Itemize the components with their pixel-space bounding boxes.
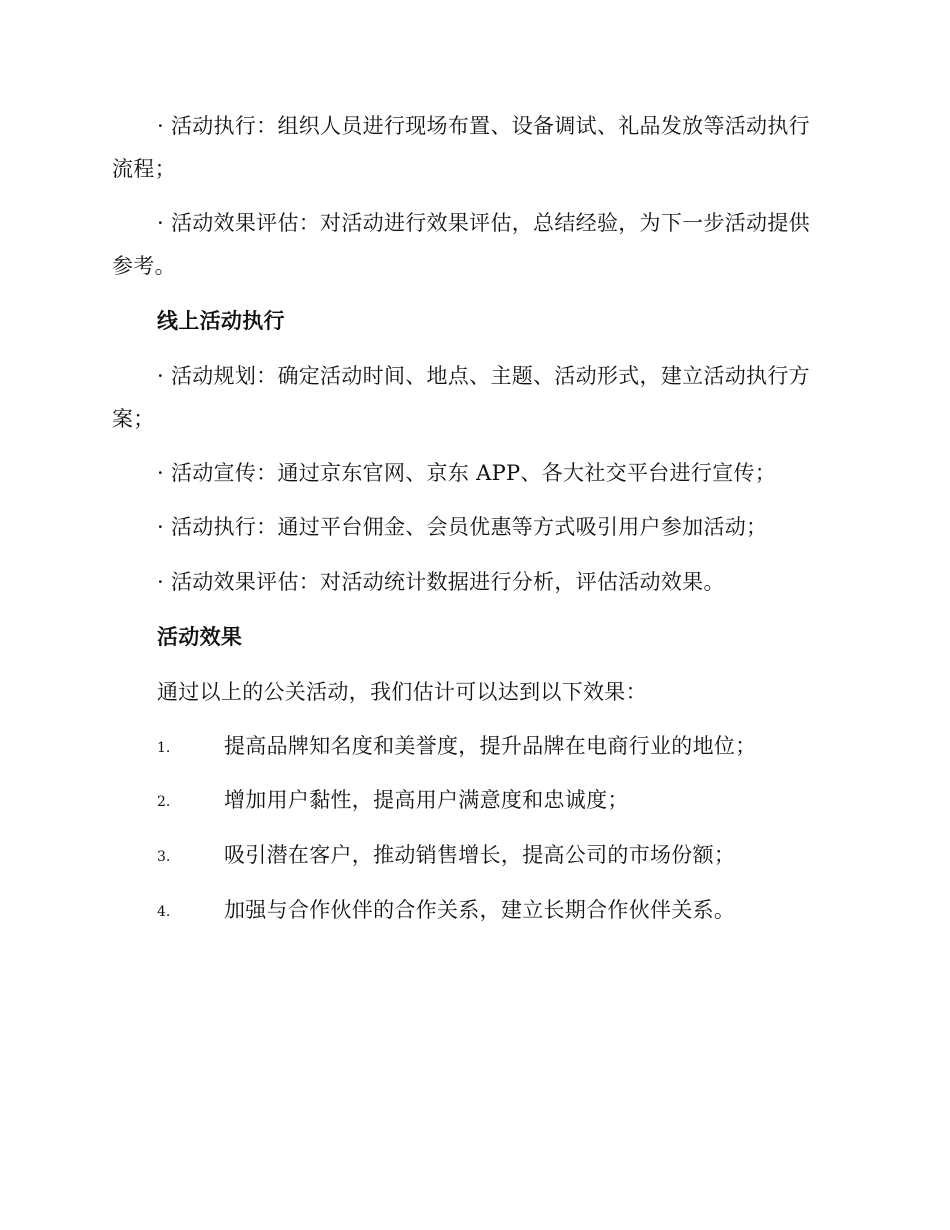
online-plan-line-2: 案； (112, 407, 155, 431)
offline-exec-line-2: 流程； (112, 157, 176, 181)
online-heading: 线上活动执行 (157, 309, 285, 333)
list-item-number: 1. (157, 740, 171, 756)
list-item-number: 2. (157, 794, 171, 810)
online-promo-item: · 活动宣传：通过京东官网、京东 APP、各大社交平台进行宣传； (157, 461, 777, 485)
list-item-number: 4. (157, 904, 171, 920)
offline-eval-line-1: · 活动效果评估：对活动进行效果评估，总结经验，为下一步活动提供 (157, 211, 810, 235)
online-plan-line-1: · 活动规划：确定活动时间、地点、主题、活动形式，建立活动执行方 (157, 364, 810, 388)
effects-heading: 活动效果 (157, 625, 243, 649)
list-item: 吸引潜在客户，推动销售增长，提高公司的市场份额； (224, 843, 736, 867)
list-item: 增加用户黏性，提高用户满意度和忠诚度； (224, 788, 629, 812)
list-item: 提高品牌知名度和美誉度，提升品牌在电商行业的地位； (224, 734, 757, 758)
online-exec-item: · 活动执行：通过平台佣金、会员优惠等方式吸引用户参加活动； (157, 515, 768, 539)
effects-intro: 通过以上的公关活动，我们估计可以达到以下效果： (157, 680, 647, 704)
list-item-number: 3. (157, 849, 171, 865)
offline-eval-line-2: 参考。 (112, 254, 176, 278)
online-eval-item: · 活动效果评估：对活动统计数据进行分析，评估活动效果。 (157, 570, 725, 594)
offline-exec-line-1: · 活动执行：组织人员进行现场布置、设备调试、礼品发放等活动执行 (157, 114, 810, 138)
list-item: 加强与合作伙伴的合作关系，建立长期合作伙伴关系。 (224, 898, 736, 922)
